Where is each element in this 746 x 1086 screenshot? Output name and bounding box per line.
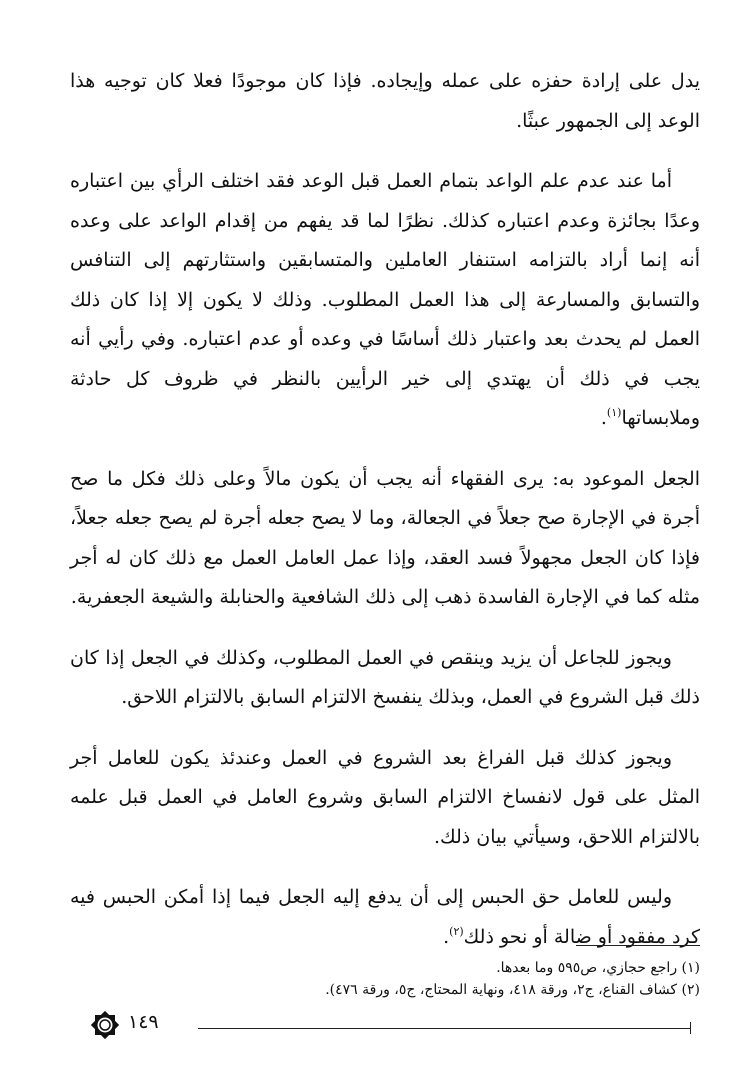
footer-rule (198, 1028, 690, 1029)
paragraph-6-tail: . (443, 925, 450, 948)
footnote-ref-2[interactable]: (٢) (449, 924, 464, 938)
footnotes (60, 957, 700, 1001)
paragraph-2-text: أما عند عدم علم الواعد بتمام العمل قبل الوعد فقد اختلف الرأي بين اعتباره وعدًا بجائزة وعدم اعتباره كذلك. نظرًا لما قد يفهم من إقدام الواعد على وعده أنه إنما أراد بالتزامه استنفار العاملين والمتسابقين واستثارتهم إلى التنافس والتسابق والمسارعة إلى هذا العمل المطلوب. وذلك لا يكون إلا إذا كان ذلك العمل لم يحدث بعد واعتبار ذلك أساسًا في وعده أو عدم اعتباره. وفي رأيي أنه يجب في ذلك أن يهتدي إلى خير الرأيين بالنظر في ظروف كل حادثة وملابساتها (70, 170, 700, 429)
paragraph-4-text: ويجوز للجاعل أن يزيد وينقص في العمل المطلوب، وكذلك في الجعل إذا كان ذلك قبل الشروع في العمل، وبذلك ينفسخ الالتزام السابق بالالتزام اللاحق. (70, 646, 700, 708)
paragraph-3 (70, 460, 700, 618)
paragraph-4 (70, 639, 700, 718)
paragraph-1-text: يدل على إرادة حفزه على عمله وإيجاده. فإذا كان موجودًا فعلا كان توجيه هذا الوعد إلى الجمهور عبثًا. (70, 70, 700, 132)
eight-point-star-ornament-icon (88, 1008, 122, 1042)
footnote-separator (576, 945, 700, 946)
paragraph-2 (70, 162, 700, 439)
paragraph-5-text: ويجوز كذلك قبل الفراغ بعد الشروع في العمل وعندئذ يكون للعامل أجر المثل على قول لانفساخ الالتزام السابق وشروع العامل في العمل قبل علمه بالالتزام اللاحق، وسيأتي بيان ذلك. (70, 746, 700, 848)
paragraph-5 (70, 739, 700, 858)
footnote-1: (١) راجع حجازي، ص٥٩٥ وما بعدها. (496, 960, 700, 976)
paragraph-2-tail: . (600, 407, 607, 429)
paragraph-1 (70, 62, 700, 141)
paragraph-3-text: الجعل الموعود به: يرى الفقهاء أنه يجب أن يكون مالاً وعلى ذلك فكل ما صح أجرة في الإجارة صح جعلاً في الجعالة، وما لا يصح جعله أجرة لم يصح جعله جعلاً، فإذا كان الجعل مجهولاً فسد العقد، وإذا عمل العامل العمل مع ذلك كان له أجر مثله كما في الإجارة الفاسدة ذهب إلى ذلك الشافعية والحنابلة والشيعة الجعفرية. (70, 467, 700, 608)
footer-rule-tick (690, 1022, 691, 1034)
page-body (70, 62, 700, 978)
paragraph-6-text: وليس للعامل حق الحبس إلى أن يدفع إليه الجعل فيما إذا أمكن الحبس فيه كرد مفقود أو ضالة أو نحو ذلك (70, 886, 700, 948)
page-number: ١٤٩ (128, 1011, 159, 1033)
footnote-ref-1[interactable]: (١) (606, 406, 622, 419)
footnote-2: (٢) كشاف القناع، ج٢، ورقة ٤١٨، ونهاية المحتاج، ج٥، ورقة ٤٧٦). (325, 982, 700, 998)
page-footer (88, 1008, 694, 1044)
